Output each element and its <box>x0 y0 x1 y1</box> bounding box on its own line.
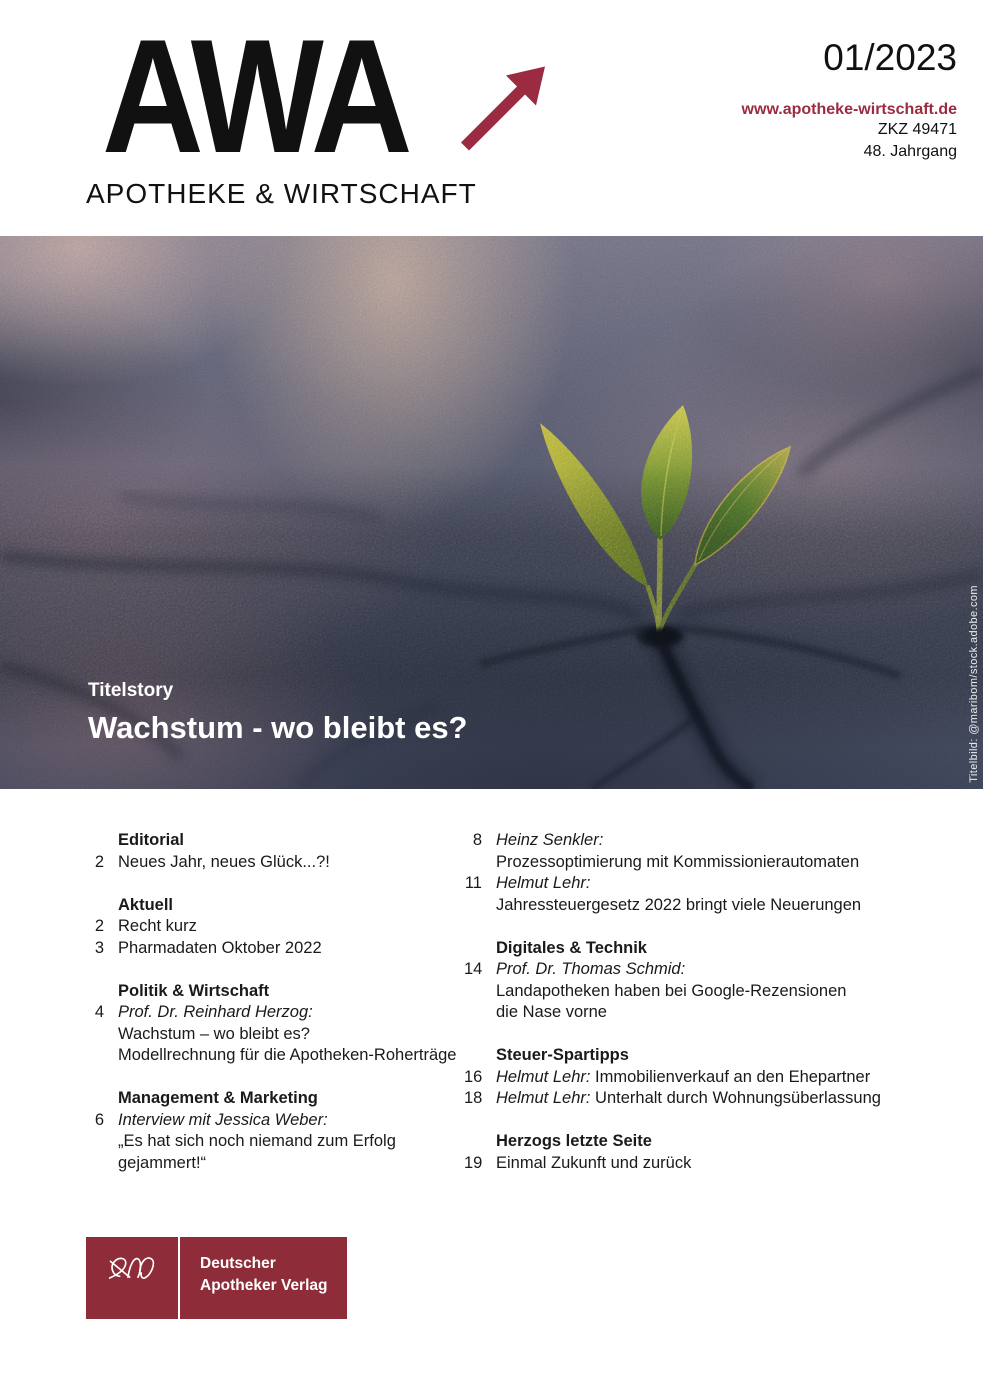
toc-entry-text: Prof. Dr. Thomas Schmid: <box>496 960 686 978</box>
toc-page-number: 11 <box>464 874 482 892</box>
toc-page-number <box>86 1024 104 1046</box>
toc-entry-line <box>464 873 934 895</box>
toc-entry-text: Neues Jahr, neues Glück...?! <box>118 852 330 871</box>
toc-entry-line <box>86 1131 466 1153</box>
toc-entry-line <box>464 1088 934 1110</box>
toc-entry-line <box>86 1024 466 1046</box>
cover-photo <box>0 236 983 789</box>
toc-entry-line <box>86 1153 466 1175</box>
toc-page-number: 16 <box>464 1067 483 1086</box>
toc-section-title: Steuer-Spartipps <box>496 1046 629 1064</box>
hero-kicker: Titelstory <box>88 680 174 701</box>
toc-column-left <box>86 830 466 1196</box>
toc-entry-text: Einmal Zukunft und zurück <box>496 1153 692 1172</box>
toc-entry-text: Helmut Lehr: Unterhalt durch Wohnungsüberlassung <box>496 1089 881 1107</box>
toc-page-number: 2 <box>94 917 104 935</box>
toc-entry-text: Pharmadaten Oktober 2022 <box>118 938 322 957</box>
toc-section-title: Herzogs letzte Seite <box>496 1132 652 1150</box>
toc-entry-text: Landapotheken haben bei Google-Rezensionen <box>496 981 847 1000</box>
toc-page-number: 6 <box>94 1110 104 1129</box>
toc-page-number: 14 <box>464 960 483 978</box>
toc-entry-text: „Es hat sich noch niemand zum Erfolg <box>118 1132 396 1150</box>
toc-entry-line <box>86 1110 466 1132</box>
photo-credit: Titelbild: @maribom/stock.adobe.com <box>968 585 980 783</box>
growth-arrow-icon <box>449 40 549 160</box>
toc-entry-line <box>464 1002 934 1024</box>
toc-entry-text: Helmut Lehr: <box>496 874 591 892</box>
toc-page-number: 8 <box>472 831 482 849</box>
toc-entry-text: Prozessoptimierung mit Kommissionierautomaten <box>496 852 860 871</box>
toc-entry-text: Interview mit Jessica Weber: <box>118 1110 328 1129</box>
toc-page-number: 4 <box>94 1003 104 1021</box>
toc-page-number <box>86 1045 104 1067</box>
toc-entry-line <box>464 959 934 981</box>
toc-page-number <box>464 852 482 874</box>
magazine-logo: AWA <box>102 6 408 187</box>
toc-entry-text: Jahressteuergesetz 2022 bringt viele Neuerungen <box>496 895 862 914</box>
toc-page-number <box>86 1153 104 1175</box>
issue-info <box>742 38 957 163</box>
hero-caption <box>88 680 468 748</box>
toc-entry-text: Wachstum – wo bleibt es? <box>118 1024 310 1043</box>
dav-monogram-icon <box>108 1250 158 1286</box>
toc-entry-text: Helmut Lehr: Immobilienverkauf an den Ehepartner <box>496 1067 871 1086</box>
publisher-name-line1: Deutscher <box>200 1255 276 1272</box>
toc-section <box>86 830 466 873</box>
toc-section <box>86 981 466 1067</box>
volume-number: 48. Jahrgang <box>863 142 957 160</box>
toc-section-title: Politik & Wirtschaft <box>118 981 270 1000</box>
toc-page-number: 2 <box>94 852 104 871</box>
magazine-subtitle: APOTHEKE & WIRTSCHAFT <box>86 178 477 209</box>
toc-section-title: Editorial <box>118 831 185 849</box>
toc-page-number <box>464 981 482 1003</box>
zkz-number: ZKZ 49471 <box>877 120 957 138</box>
toc-entry-line <box>464 830 934 852</box>
toc-entry-line <box>464 852 934 874</box>
toc-entry-text: Heinz Senkler: <box>496 831 604 849</box>
issue-number: 01/2023 <box>823 37 957 78</box>
toc-section <box>464 1131 934 1174</box>
toc-page-number <box>464 895 482 917</box>
toc-section-title: Management & Marketing <box>118 1089 318 1107</box>
toc-page-number: 19 <box>464 1153 483 1172</box>
publisher-name <box>180 1237 328 1319</box>
publisher-name-line2: Apotheker Verlag <box>200 1277 328 1294</box>
toc-page-number: 18 <box>464 1089 483 1107</box>
toc-page-number: 3 <box>94 938 104 957</box>
toc-column-right <box>464 830 934 1196</box>
toc-page-number <box>86 1131 104 1153</box>
toc-entry-line <box>464 1067 934 1089</box>
toc-entry-line <box>86 938 466 960</box>
toc-entry-line <box>86 1045 466 1067</box>
toc-section <box>464 1045 934 1110</box>
toc-section <box>86 895 466 960</box>
toc-section <box>464 938 934 1024</box>
toc-entry-text: Recht kurz <box>118 917 197 935</box>
toc-entry-text: gejammert!“ <box>118 1153 207 1172</box>
toc-entry-line <box>86 1002 466 1024</box>
toc-entry-line <box>464 1153 934 1175</box>
toc-page-number <box>464 1002 482 1024</box>
toc-entry-line <box>464 895 934 917</box>
toc-entry-line <box>86 852 466 874</box>
hero-title: Wachstum - wo bleibt es? <box>88 709 468 745</box>
website-link[interactable]: www.apotheke-wirtschaft.de <box>741 100 957 118</box>
toc-entry-text: Modellrechnung für die Apotheken-Roherträge <box>118 1046 457 1064</box>
toc-entry-line <box>86 916 466 938</box>
toc-entry-text: die Nase vorne <box>496 1003 607 1021</box>
masthead <box>0 0 983 236</box>
toc-section-title: Digitales & Technik <box>496 938 647 957</box>
toc-entry-line <box>464 981 934 1003</box>
toc-section-title: Aktuell <box>118 895 174 914</box>
publisher-monogram-cell <box>86 1237 180 1319</box>
toc-section <box>464 830 934 916</box>
publisher-logo-block <box>86 1237 347 1319</box>
toc-entry-text: Prof. Dr. Reinhard Herzog: <box>118 1003 313 1021</box>
toc-section <box>86 1088 466 1174</box>
